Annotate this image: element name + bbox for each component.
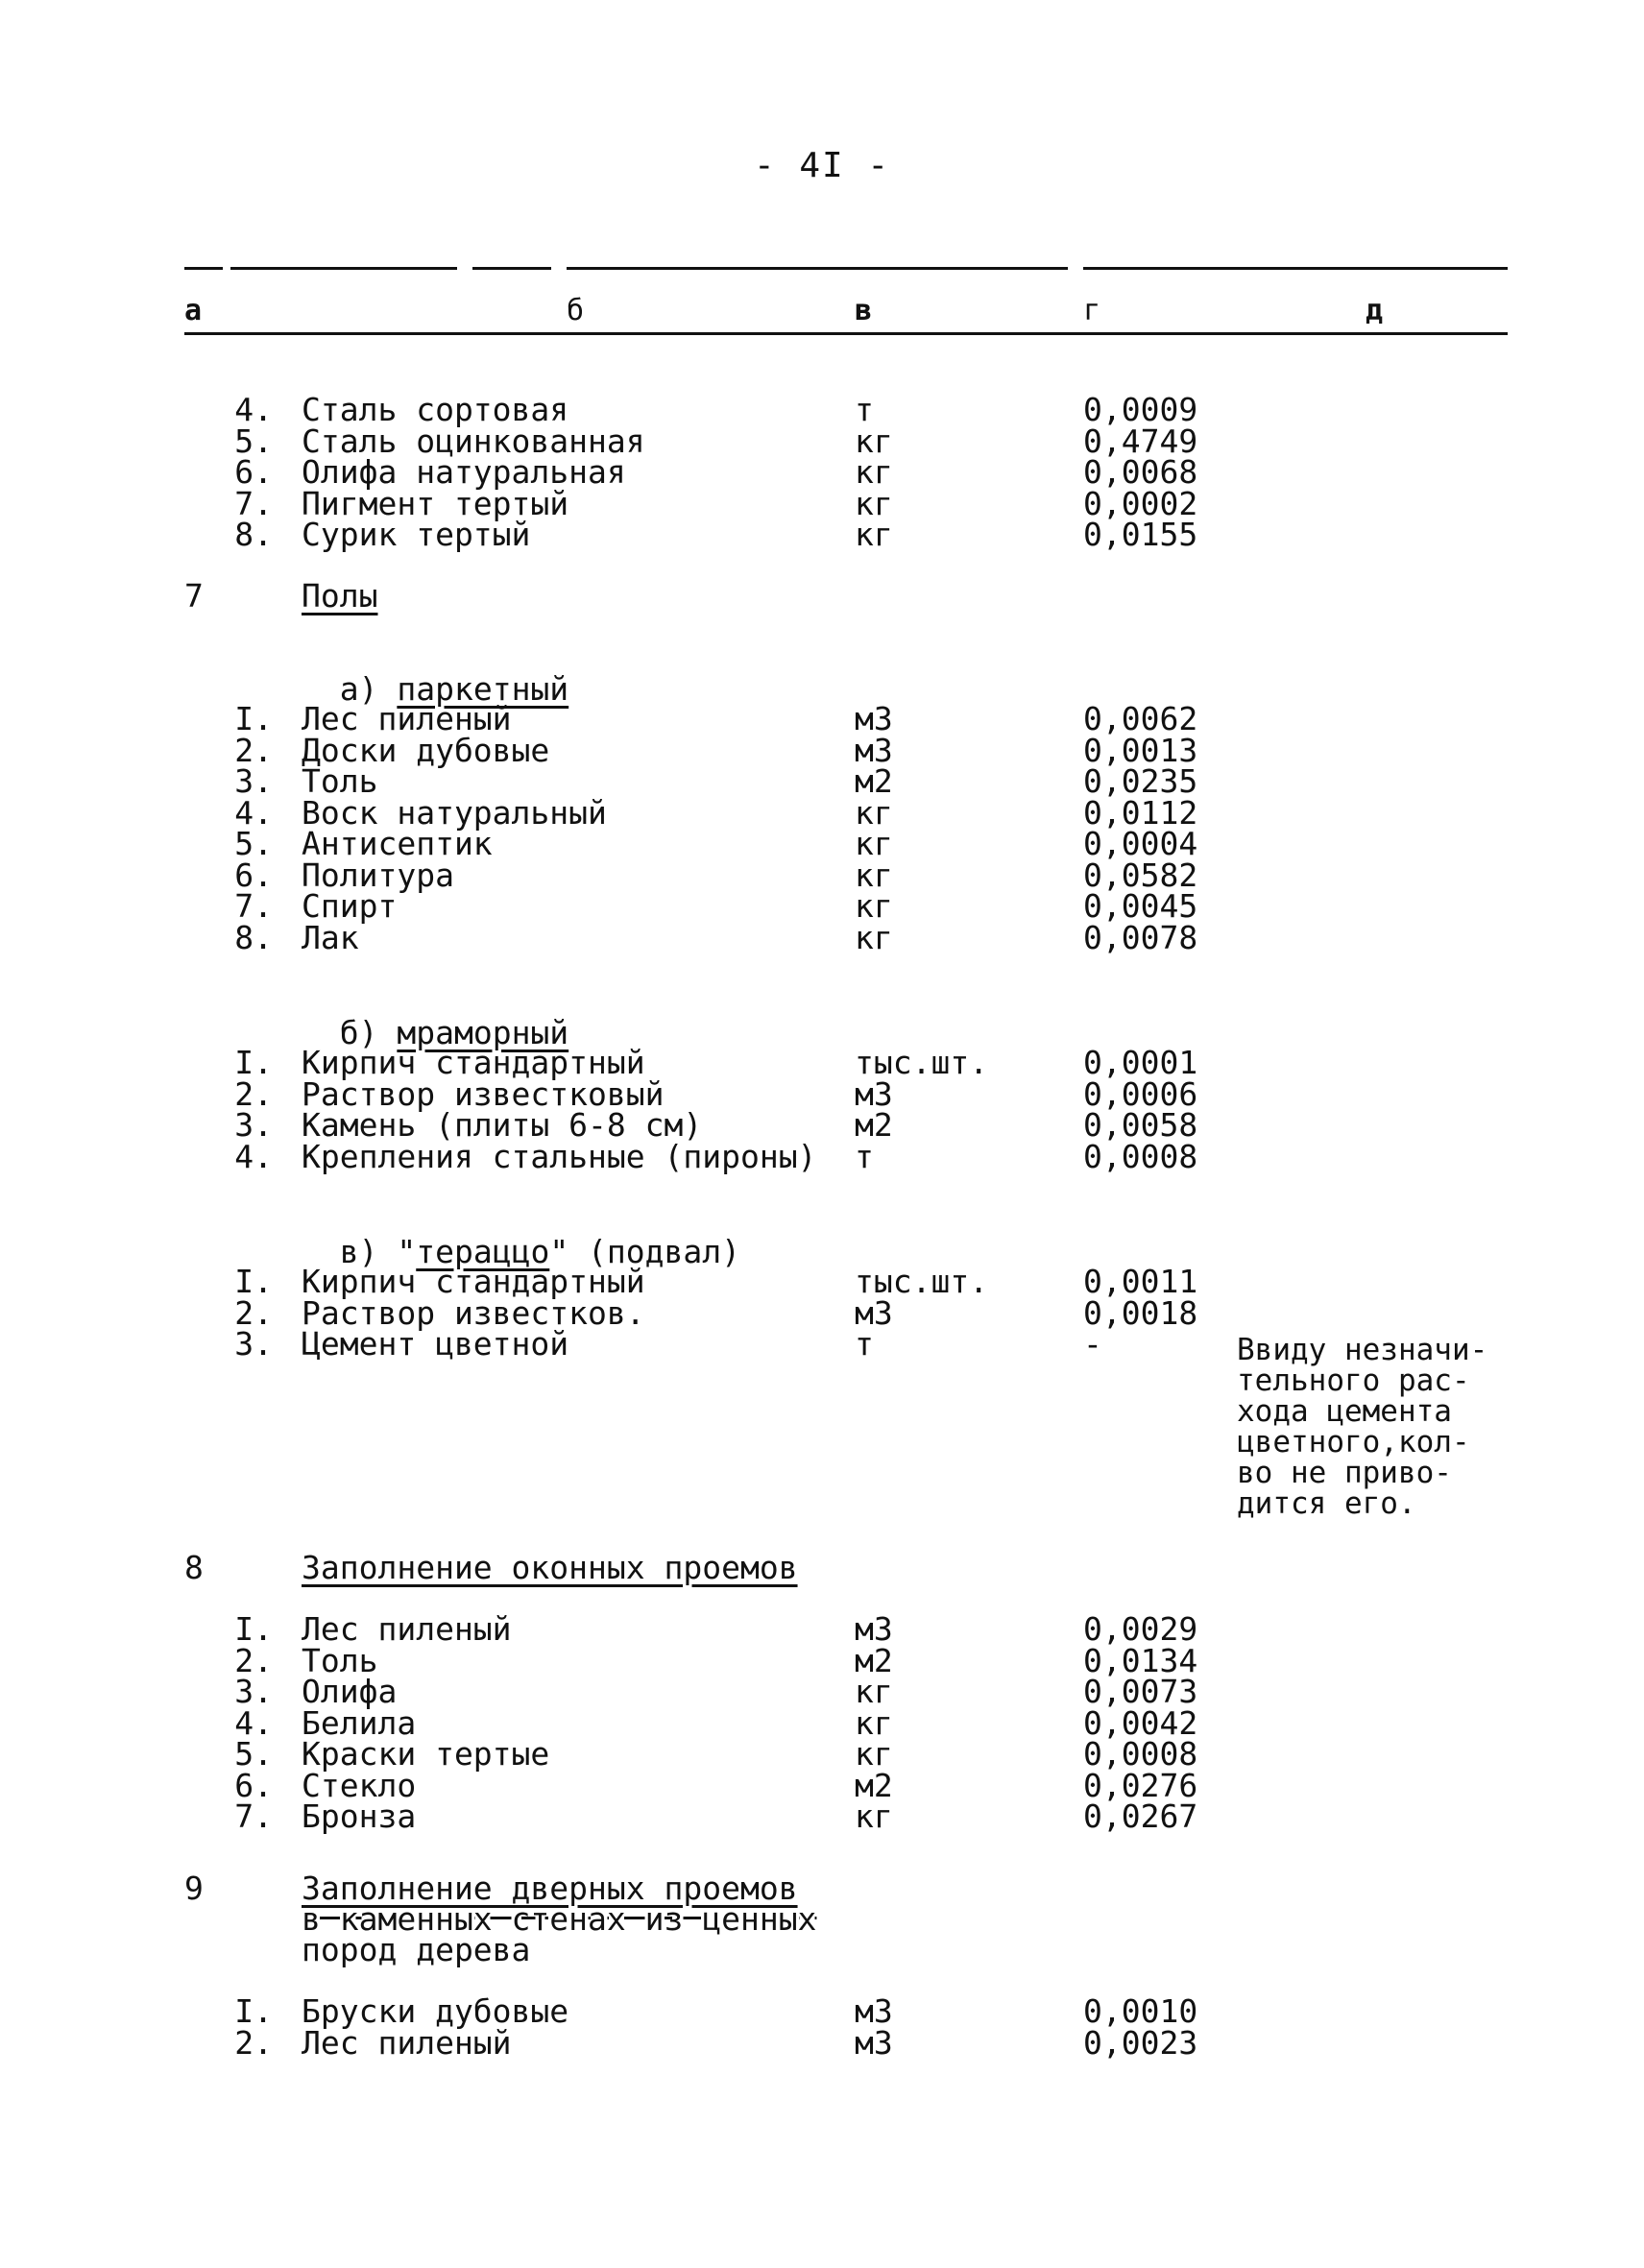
item-name: Лак bbox=[302, 918, 359, 956]
item-unit: т bbox=[855, 391, 874, 428]
table-row bbox=[0, 1044, 1644, 1081]
item-number: 8. bbox=[234, 516, 273, 553]
item-quantity: 0,0073 bbox=[1083, 1673, 1198, 1710]
header-rule bbox=[184, 332, 1508, 335]
table-row bbox=[0, 1798, 1644, 1835]
item-number: 5. bbox=[234, 825, 273, 862]
item-number: 7. bbox=[234, 1798, 273, 1835]
item-quantity: 0,0009 bbox=[1083, 391, 1198, 428]
item-unit: м3 bbox=[855, 1074, 893, 1113]
item-number: 4. bbox=[234, 391, 273, 428]
table-row bbox=[0, 887, 1644, 925]
item-name: Доски дубовые bbox=[302, 731, 550, 769]
item-quantity: 0,0006 bbox=[1083, 1074, 1198, 1113]
item-number: 4. bbox=[234, 1703, 273, 1742]
item-number: 4. bbox=[234, 793, 273, 832]
item-quantity: 0,0008 bbox=[1083, 1137, 1198, 1175]
item-number: 6. bbox=[234, 1766, 273, 1804]
item-name: Цемент цветной bbox=[302, 1325, 569, 1363]
item-name: Бруски дубовые bbox=[302, 1992, 569, 2030]
subsection-suffix: " (подвал) bbox=[549, 1233, 740, 1270]
item-name: Бронза bbox=[302, 1798, 417, 1835]
section-number: 8 bbox=[184, 1549, 204, 1586]
table-row bbox=[0, 856, 1644, 894]
item-number: 2. bbox=[234, 1641, 273, 1679]
item-unit: кг bbox=[855, 1798, 893, 1835]
item-unit: м2 bbox=[855, 1106, 893, 1144]
item-number: 5. bbox=[234, 1735, 273, 1773]
table-row bbox=[0, 1293, 1644, 1332]
subsection-name: мраморный bbox=[397, 1014, 569, 1051]
item-name: Толь bbox=[302, 762, 378, 800]
table-row bbox=[0, 1106, 1644, 1144]
item-quantity: 0,0068 bbox=[1083, 453, 1198, 491]
item-unit: м3 bbox=[855, 2023, 893, 2062]
item-number: 3. bbox=[234, 762, 273, 800]
item-number: 6. bbox=[234, 856, 273, 894]
item-unit: м2 bbox=[855, 1766, 893, 1804]
item-name: Краски тертые bbox=[302, 1735, 550, 1773]
item-quantity: 0,0029 bbox=[1083, 1610, 1198, 1648]
item-number: 2. bbox=[234, 1074, 273, 1113]
table-row bbox=[0, 1673, 1644, 1710]
subsection-name: тераццо bbox=[416, 1233, 550, 1270]
item-unit: м3 bbox=[855, 731, 893, 769]
table-row bbox=[0, 1735, 1644, 1773]
item-quantity: 0,0078 bbox=[1083, 918, 1198, 956]
section-number: 7 bbox=[184, 577, 204, 615]
item-quantity: 0,0013 bbox=[1083, 731, 1198, 769]
item-quantity: 0,0018 bbox=[1083, 1293, 1198, 1332]
table-row bbox=[0, 484, 1644, 522]
column-v-header: в bbox=[855, 294, 873, 327]
item-quantity: 0,0002 bbox=[1083, 484, 1198, 522]
top-rule bbox=[567, 267, 1068, 270]
top-rule bbox=[230, 267, 457, 270]
item-unit: кг bbox=[855, 856, 893, 894]
top-rule bbox=[1083, 267, 1508, 270]
item-name: Сталь сортовая bbox=[302, 391, 569, 428]
item-name: Олифа bbox=[302, 1673, 398, 1710]
item-unit: кг bbox=[855, 918, 893, 956]
item-unit: кг bbox=[855, 887, 893, 925]
item-name: Кирпич стандартный bbox=[302, 1044, 645, 1081]
item-name: Раствор известковый bbox=[302, 1074, 665, 1113]
item-number: I. bbox=[234, 1044, 273, 1081]
item-quantity: 0,0011 bbox=[1083, 1263, 1198, 1300]
item-number: 2. bbox=[234, 2023, 273, 2062]
item-unit: тыс.шт. bbox=[855, 1044, 989, 1081]
table-row bbox=[0, 793, 1644, 832]
item-number: 7. bbox=[234, 484, 273, 522]
item-unit: м2 bbox=[855, 762, 893, 800]
table-row bbox=[0, 762, 1644, 800]
item-quantity: 0,0267 bbox=[1083, 1798, 1198, 1835]
item-quantity: 0,0276 bbox=[1083, 1766, 1198, 1804]
item-unit: т bbox=[855, 1137, 874, 1175]
table-row bbox=[0, 1263, 1644, 1300]
table-row bbox=[0, 453, 1644, 491]
item-quantity: 0,0112 bbox=[1083, 793, 1198, 832]
item-unit: м3 bbox=[855, 700, 893, 737]
table-row bbox=[0, 1610, 1644, 1648]
item-unit: кг bbox=[855, 793, 893, 832]
item-quantity: 0,0134 bbox=[1083, 1641, 1198, 1679]
subsection-title bbox=[302, 985, 568, 1049]
table-row bbox=[0, 1992, 1644, 2030]
item-number: I. bbox=[234, 1263, 273, 1300]
item-name: Крепления стальные (пироны) bbox=[302, 1137, 817, 1175]
item-quantity: 0,0010 bbox=[1083, 1992, 1198, 2030]
item-number: 2. bbox=[234, 1293, 273, 1332]
item-quantity: 0,0062 bbox=[1083, 700, 1198, 737]
item-number: 6. bbox=[234, 453, 273, 491]
item-number: 3. bbox=[234, 1106, 273, 1144]
item-quantity: 0,0042 bbox=[1083, 1703, 1198, 1742]
subsection-title bbox=[302, 1204, 740, 1270]
remark-note: Ввиду незначи- тельного рас- хода цемента цветного,кол- во не приво- дится его. bbox=[1237, 1333, 1488, 1521]
item-quantity: 0,0004 bbox=[1083, 825, 1198, 862]
item-name: Раствор известков. bbox=[302, 1293, 645, 1332]
table-row bbox=[0, 731, 1644, 769]
subsection-prefix: б) bbox=[339, 1014, 398, 1051]
item-number: 8. bbox=[234, 918, 273, 956]
item-quantity: 0,0155 bbox=[1083, 516, 1198, 553]
item-quantity: 0,0045 bbox=[1083, 887, 1198, 925]
item-unit: т bbox=[855, 1325, 874, 1363]
item-name: Спирт bbox=[302, 887, 398, 925]
item-name: Белила bbox=[302, 1703, 417, 1742]
item-name: Камень (плиты 6-8 см) bbox=[302, 1106, 703, 1144]
section-subtitle: в каменных стенах из ценных bbox=[302, 1900, 817, 1938]
item-unit: тыс.шт. bbox=[855, 1263, 989, 1300]
item-name: Воск натуральный bbox=[302, 793, 607, 832]
table-row bbox=[0, 700, 1644, 737]
item-unit: кг bbox=[855, 422, 893, 460]
table-row bbox=[0, 2023, 1644, 2062]
item-number: I. bbox=[234, 1610, 273, 1648]
item-name: Кирпич стандартный bbox=[302, 1263, 645, 1300]
column-a-header: а bbox=[184, 294, 203, 327]
item-quantity: 0,0058 bbox=[1083, 1106, 1198, 1144]
table-row bbox=[0, 516, 1644, 553]
table-row bbox=[0, 825, 1644, 862]
item-quantity: 0,0008 bbox=[1083, 1735, 1198, 1773]
item-unit: м3 bbox=[855, 1992, 893, 2030]
item-unit: кг bbox=[855, 516, 893, 553]
top-rule bbox=[472, 267, 551, 270]
item-name: Пигмент тертый bbox=[302, 484, 569, 522]
table-row bbox=[0, 918, 1644, 956]
item-name: Политура bbox=[302, 856, 454, 894]
section-title: Заполнение оконных проемов bbox=[302, 1549, 798, 1586]
item-quantity: 0,0235 bbox=[1083, 762, 1198, 800]
table-row bbox=[0, 391, 1644, 428]
section-title: Полы bbox=[302, 577, 378, 615]
item-quantity: 0,0582 bbox=[1083, 856, 1198, 894]
item-unit: м2 bbox=[855, 1641, 893, 1679]
item-name: Стекло bbox=[302, 1766, 417, 1804]
item-number: I. bbox=[234, 1992, 273, 2030]
item-number: 3. bbox=[234, 1673, 273, 1710]
section-number: 9 bbox=[184, 1870, 204, 1907]
column-header bbox=[0, 294, 1644, 332]
item-number: 4. bbox=[234, 1137, 273, 1175]
table-row bbox=[0, 1641, 1644, 1679]
item-unit: м3 bbox=[855, 1610, 893, 1648]
item-number: 3. bbox=[234, 1325, 273, 1363]
item-quantity: 0,0001 bbox=[1083, 1044, 1198, 1081]
section-title: Заполнение дверных проемов bbox=[302, 1870, 798, 1907]
subsection-prefix: в) " bbox=[339, 1233, 417, 1270]
item-unit: кг bbox=[855, 1673, 893, 1710]
item-name: Лес пиленый bbox=[302, 2023, 512, 2062]
item-name: Антисептик bbox=[302, 825, 493, 862]
item-quantity: - bbox=[1083, 1325, 1102, 1363]
table-row bbox=[0, 422, 1644, 460]
item-number: 5. bbox=[234, 422, 273, 460]
page-number: - 4I - bbox=[753, 146, 891, 185]
item-unit: кг bbox=[855, 825, 893, 862]
item-unit: кг bbox=[855, 453, 893, 491]
item-name: Толь bbox=[302, 1641, 378, 1679]
item-quantity: 0,4749 bbox=[1083, 422, 1198, 460]
table-row bbox=[0, 1766, 1644, 1804]
item-unit: м3 bbox=[855, 1293, 893, 1332]
item-number: I. bbox=[234, 700, 273, 737]
item-name: Олифа натуральная bbox=[302, 453, 626, 491]
item-name: Сталь оцинкованная bbox=[302, 422, 645, 460]
table-row bbox=[0, 1074, 1644, 1113]
subsection-name: паркетный bbox=[397, 670, 569, 708]
table-row bbox=[0, 1703, 1644, 1742]
item-unit: кг bbox=[855, 484, 893, 522]
subsection-prefix: а) bbox=[339, 670, 398, 708]
column-d-header: д bbox=[1366, 294, 1384, 327]
top-rule bbox=[184, 267, 223, 270]
table-row bbox=[0, 1137, 1644, 1175]
item-name: Лес пиленый bbox=[302, 700, 512, 737]
item-quantity: 0,0023 bbox=[1083, 2023, 1198, 2062]
item-number: 7. bbox=[234, 887, 273, 925]
item-name: Сурик тертый bbox=[302, 516, 531, 553]
item-unit: кг bbox=[855, 1703, 893, 1742]
subsection-title bbox=[302, 641, 569, 708]
item-name: Лес пиленый bbox=[302, 1610, 512, 1648]
item-unit: кг bbox=[855, 1735, 893, 1773]
item-number: 2. bbox=[234, 731, 273, 769]
column-g-header: г bbox=[1083, 294, 1101, 327]
section-subtitle: пород дерева bbox=[302, 1931, 531, 1968]
column-b-header: б bbox=[567, 294, 585, 327]
